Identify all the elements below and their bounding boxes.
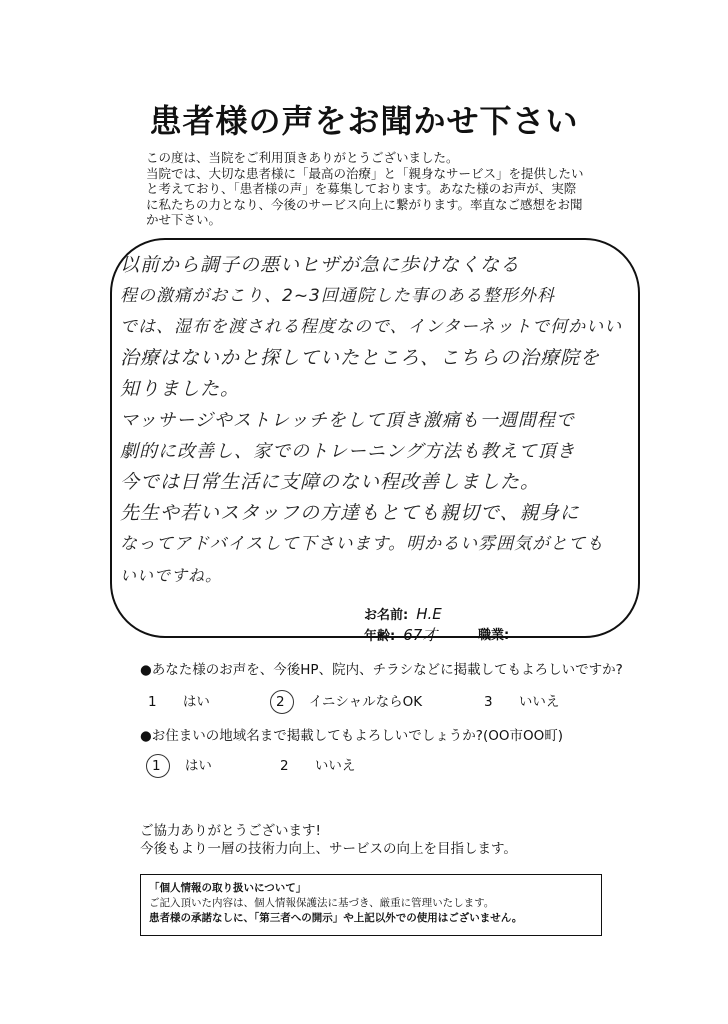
name-field xyxy=(364,604,442,623)
comment-line: いいですね。 xyxy=(120,566,223,585)
job-field xyxy=(478,624,509,643)
privacy-notice xyxy=(140,874,602,936)
name-label: お名前: xyxy=(364,608,409,623)
age-field xyxy=(364,624,437,645)
comment-line: 程の激痛がおこり、2~3回通院した事のある整形外科 xyxy=(120,286,555,306)
name-value: H.E xyxy=(416,605,442,623)
comment-line: マッサージやストレッチをして頂き激痛も一週間程で xyxy=(120,410,575,431)
comment-line: 劇的に改善し、家でのトレーニング方法も教えて頂き xyxy=(120,441,576,462)
intro-text xyxy=(146,150,608,228)
job-label: 職業: xyxy=(478,628,510,643)
option-label: いいえ xyxy=(314,758,356,774)
selected-circle-mark: 2 xyxy=(276,694,285,710)
option-number: 2 xyxy=(280,758,289,774)
thanks-line: ご協力ありがとうございます! xyxy=(140,823,321,839)
comment-line: なってアドバイスして下さいます。明かるい雰囲気がとても xyxy=(120,534,605,554)
option-label: イニシャルならOK xyxy=(308,694,423,710)
comment-line: では、湿布を渡される程度なので、インターネットで何かいい xyxy=(120,317,623,337)
thanks-line: 今後もより一層の技術力向上、サービスの向上を目指します。 xyxy=(140,841,517,857)
option-label: はい xyxy=(184,758,212,774)
option-number: 1 xyxy=(148,694,157,710)
age-value: 67才 xyxy=(403,626,438,644)
intro-line: この度は、当院をご利用頂きありがとうございました。 xyxy=(146,150,459,165)
intro-line: に私たちの力となり、今後のサービス向上に繋がります。率直なご感想をお聞 xyxy=(146,196,583,212)
comment-line: 今では日常生活に支障のない程改善しました。 xyxy=(120,471,541,493)
q2-option-1[interactable] xyxy=(152,754,212,774)
privacy-heading: 「個人情報の取り扱いについて」 xyxy=(149,882,307,894)
comment-line: 知りました。 xyxy=(120,378,241,400)
privacy-line: ご記入頂いた内容は、個人情報保護法に基づき、厳重に管理いたします。 xyxy=(149,897,495,909)
comment-line: 治療はないかと探していたところ、こちらの治療院を xyxy=(120,347,601,369)
q2-option-2[interactable] xyxy=(280,754,355,774)
question-area: ●お住まいの地域名まで掲載してもよろしいでしょうか?(OO市OO町) xyxy=(140,728,563,744)
q1-option-1[interactable] xyxy=(148,690,210,710)
handwritten-comment xyxy=(120,250,640,591)
selected-circle-mark: 1 xyxy=(152,758,161,774)
page-title: 患者様の声をお聞かせ下さい xyxy=(149,102,579,140)
thanks-text xyxy=(140,822,517,858)
option-label: いいえ xyxy=(518,694,560,710)
intro-line: と考えており、「患者様の声」を募集しております。あなた様のお声が、実際 xyxy=(146,181,577,196)
privacy-line: 患者様の承諾なしに、「第三者への開示」や上記以外での使用はございません。 xyxy=(149,912,523,924)
option-label: はい xyxy=(182,694,210,710)
intro-line: 当院では、大切な患者様に「最高の治療」と「親身なサービス」を提供したい xyxy=(146,165,584,181)
q1-option-2[interactable] xyxy=(276,690,422,710)
option-number: 3 xyxy=(484,694,493,710)
comment-line: 以前から調子の悪いヒザが急に歩けなくなる xyxy=(120,254,521,276)
comment-line: 先生や若いスタッフの方達もとても親切で、親身に xyxy=(120,502,580,524)
age-label: 年齢: xyxy=(364,629,396,644)
q1-option-3[interactable] xyxy=(484,690,559,710)
intro-line: かせ下さい。 xyxy=(146,212,222,227)
question-publish: ●あなた様のお声を、今後HP、院内、チラシなどに掲載してもよろしいですか? xyxy=(140,662,623,678)
